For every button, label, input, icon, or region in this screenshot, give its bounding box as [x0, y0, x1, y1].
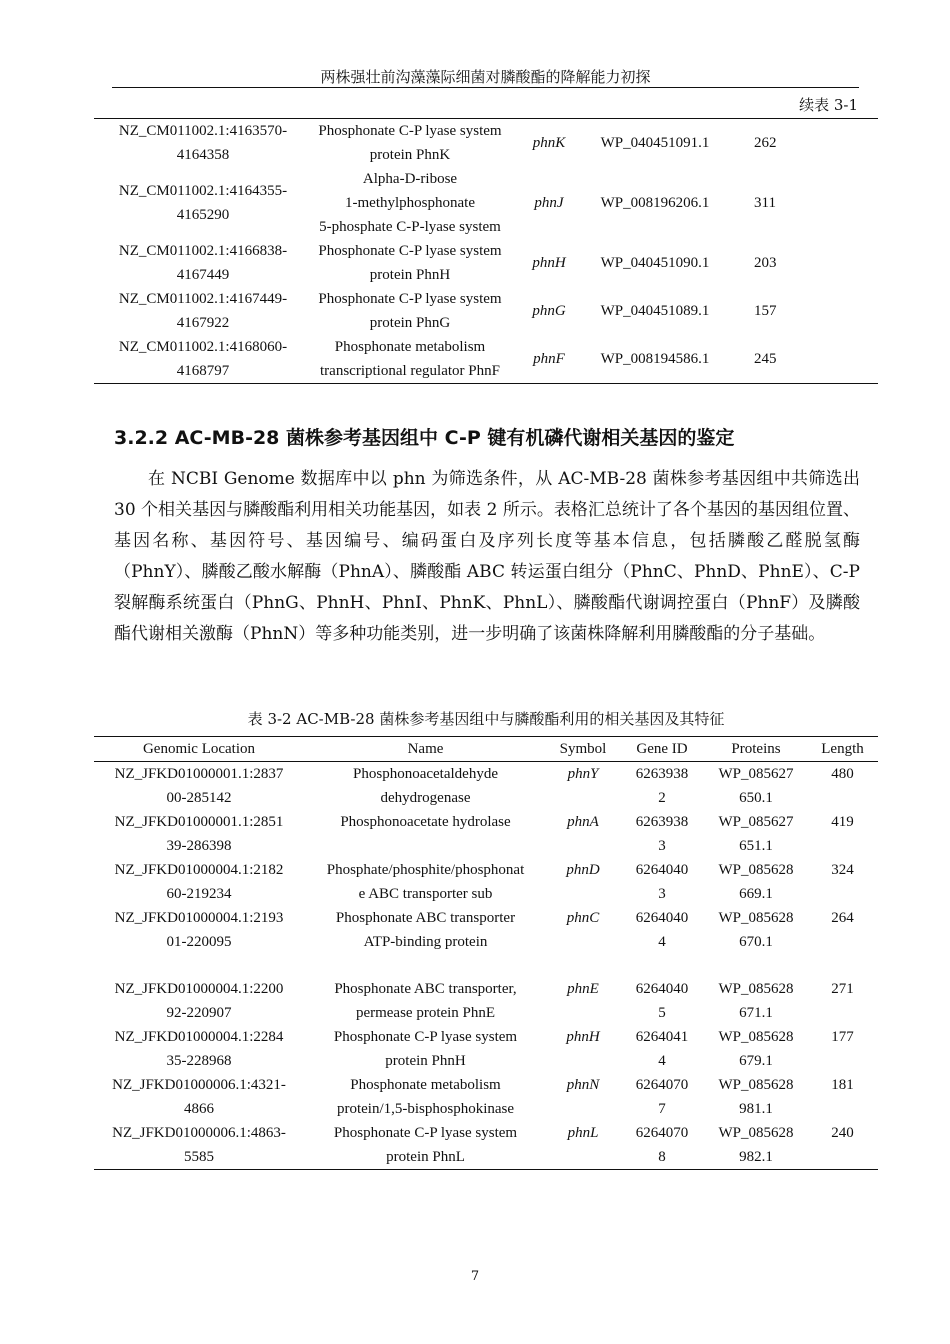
cell-name: Phosphonoacetaldehyde dehydrogenase	[353, 766, 498, 806]
cell-gene-id: 6264040 3	[635, 862, 689, 902]
table-row	[94, 239, 878, 287]
table-row	[94, 762, 878, 811]
cell-location: NZ_CM011002.1:4167449-4167922	[118, 291, 288, 331]
header-symbol: Symbol	[547, 737, 619, 762]
cell-name: Phosphonate metabolism transcriptional regulator PhnF	[320, 339, 500, 379]
cell-symbol: phnA	[567, 814, 599, 830]
table-row	[94, 858, 878, 906]
table-row	[94, 1073, 878, 1121]
header-gene-id: Gene ID	[619, 737, 705, 762]
cell-location: NZ_CM011002.1:4164355-4165290	[118, 183, 288, 223]
cell-protein: WP_085628 669.1	[718, 862, 794, 902]
cell-protein: WP_008196206.1	[600, 195, 710, 211]
cell-protein: WP_085627 650.1	[718, 766, 794, 806]
cell-symbol: phnN	[566, 1077, 600, 1093]
cell-location: NZ_JFKD01000004.1:2193 01-220095	[114, 910, 284, 950]
cell-protein: WP_085627 651.1	[718, 814, 794, 854]
cell-length: 181	[831, 1077, 854, 1093]
table-continued-label: 续表 3-1	[799, 96, 858, 114]
cell-symbol: phnL	[567, 1125, 599, 1141]
cell-name: Phosphonate C-P lyase system protein PhnH	[333, 1029, 518, 1069]
header-location: Genomic Location	[94, 737, 304, 762]
cell-protein: WP_008194586.1	[600, 351, 710, 367]
cell-length: 311	[754, 195, 776, 211]
cell-symbol: phnG	[532, 303, 566, 319]
cell-name: Phosphonate metabolism protein/1,5-bisphosphokinase	[336, 1077, 515, 1117]
cell-gene-id: 6264070 7	[635, 1077, 689, 1117]
cell-length: 177	[831, 1029, 854, 1045]
running-header: 两株强壮前沟藻藻际细菌对膦酸酯的降解能力初探	[320, 68, 651, 86]
cell-protein: WP_085628 671.1	[718, 981, 794, 1021]
table-row	[94, 810, 878, 858]
cell-protein: WP_040451090.1	[600, 255, 710, 271]
table-row	[94, 1121, 878, 1170]
cell-location: NZ_JFKD01000004.1:2284 35-228968	[114, 1029, 284, 1069]
cell-name: Phosphate/phosphite/phosphonat e ABC transporter sub	[326, 862, 525, 902]
cell-length: 271	[831, 981, 854, 997]
table-row	[94, 1025, 878, 1073]
header-length: Length	[807, 737, 878, 762]
cell-location: NZ_JFKD01000001.1:2851 39-286398	[114, 814, 284, 854]
cell-symbol: phnK	[532, 135, 566, 151]
cell-symbol: phnE	[567, 981, 599, 997]
table-row	[94, 287, 878, 335]
header-name: Name	[304, 737, 547, 762]
cell-symbol: phnC	[566, 910, 600, 926]
table-row	[94, 335, 878, 384]
cell-length: 245	[754, 351, 777, 367]
cell-name: Phosphonate ABC transporter ATP-binding protein	[335, 910, 516, 950]
cell-symbol: phnH	[566, 1029, 600, 1045]
cell-length: 324	[831, 862, 854, 878]
cell-gene-id: 6264040 4	[635, 910, 689, 950]
header-rule	[112, 87, 859, 88]
cell-protein: WP_040451089.1	[600, 303, 710, 319]
cell-protein: WP_085628 982.1	[718, 1125, 794, 1165]
cell-name: Phosphonoacetate hydrolase	[340, 814, 511, 830]
cell-gene-id: 6264070 8	[635, 1125, 689, 1165]
table-row	[94, 906, 878, 954]
cell-name: Phosphonate ABC transporter, permease protein PhnE	[334, 981, 517, 1021]
cell-gene-id: 6264040 5	[635, 981, 689, 1021]
cell-location: NZ_CM011002.1:4168060-4168797	[118, 339, 288, 379]
cell-protein: WP_085628 679.1	[718, 1029, 794, 1069]
cell-gene-id: 6263938 2	[635, 766, 689, 806]
cell-protein: WP_040451091.1	[600, 135, 710, 151]
cell-length: 157	[754, 303, 777, 319]
cell-symbol: phnY	[567, 766, 599, 782]
header-proteins: Proteins	[705, 737, 807, 762]
cell-gene-id: 6264041 4	[635, 1029, 689, 1069]
body-paragraph: 在 NCBI Genome 数据库中以 phn 为筛选条件，从 AC-MB-28 菌株参考基因组中共筛选出 30 个相关基因与膦酸酯利用相关功能基因，如表 2 所示。表格汇总统计了各个基因的基因组位置、基因名称、基因符号、基因编号、编码蛋白及序列长度等基本信息，包括膦酸乙醛脱氢酶（PhnY）、膦酸乙酸水解酶（PhnA）、膦酸酯 ABC 转运蛋白组分（PhnC、PhnD、PhnE）、C-P 裂解酶系统蛋白（PhnG、PhnH、PhnI、PhnK、PhnL）、膦酸酯代谢调控蛋白（PhnF）及膦酸酯代谢相关激酶（PhnN）等多种功能类别，进一步明确了该菌株降解利用膦酸酯的分子基础。	[114, 469, 860, 644]
cell-location: NZ_JFKD01000001.1:2837 00-285142	[114, 766, 284, 806]
cell-location: NZ_JFKD01000006.1:4863- 5585	[112, 1125, 286, 1165]
cell-length: 240	[831, 1125, 854, 1141]
table-3-1-continued	[94, 118, 878, 384]
table-header-row	[94, 737, 878, 762]
table-row	[94, 119, 878, 168]
cell-length: 203	[754, 255, 777, 271]
cell-location: NZ_JFKD01000006.1:4321- 4866	[112, 1077, 286, 1117]
cell-symbol: phnD	[566, 862, 600, 878]
cell-name: Phosphonate C-P lyase system protein PhnK	[318, 123, 502, 163]
table-3-2	[94, 736, 878, 1170]
cell-name: Phosphonate C-P lyase system protein PhnL	[333, 1125, 518, 1165]
cell-symbol: phnJ	[534, 195, 564, 211]
cell-length: 262	[754, 135, 777, 151]
cell-location: NZ_CM011002.1:4163570-4164358	[118, 123, 288, 163]
cell-name: Phosphonate C-P lyase system protein PhnG	[318, 291, 502, 331]
section-title: 3.2.2 AC-MB-28 菌株参考基因组中 C-P 键有机磷代谢相关基因的鉴定	[114, 427, 735, 449]
cell-symbol: phnH	[532, 255, 566, 271]
cell-length: 480	[831, 766, 854, 782]
page-number: 7	[470, 1269, 480, 1284]
cell-length: 264	[831, 910, 854, 926]
table-row	[94, 954, 878, 1025]
table-caption: 表 3-2 AC-MB-28 菌株参考基因组中与膦酸酯利用的相关基因及其特征	[247, 710, 725, 728]
cell-protein: WP_085628 670.1	[718, 910, 794, 950]
cell-length: 419	[831, 814, 854, 830]
cell-gene-id: 6263938 3	[635, 814, 689, 854]
cell-location: NZ_CM011002.1:4166838-4167449	[118, 243, 288, 283]
table-row	[94, 167, 878, 239]
cell-location: NZ_JFKD01000004.1:2182 60-219234	[114, 862, 284, 902]
cell-location: NZ_JFKD01000004.1:2200 92-220907	[114, 981, 284, 1021]
cell-symbol: phnF	[533, 351, 565, 367]
cell-name: Phosphonate C-P lyase system protein PhnH	[318, 243, 502, 283]
cell-protein: WP_085628 981.1	[718, 1077, 794, 1117]
cell-name: Alpha-D-ribose 1-methylphosphonate 5-phosphate C-P-lyase system	[319, 171, 501, 235]
